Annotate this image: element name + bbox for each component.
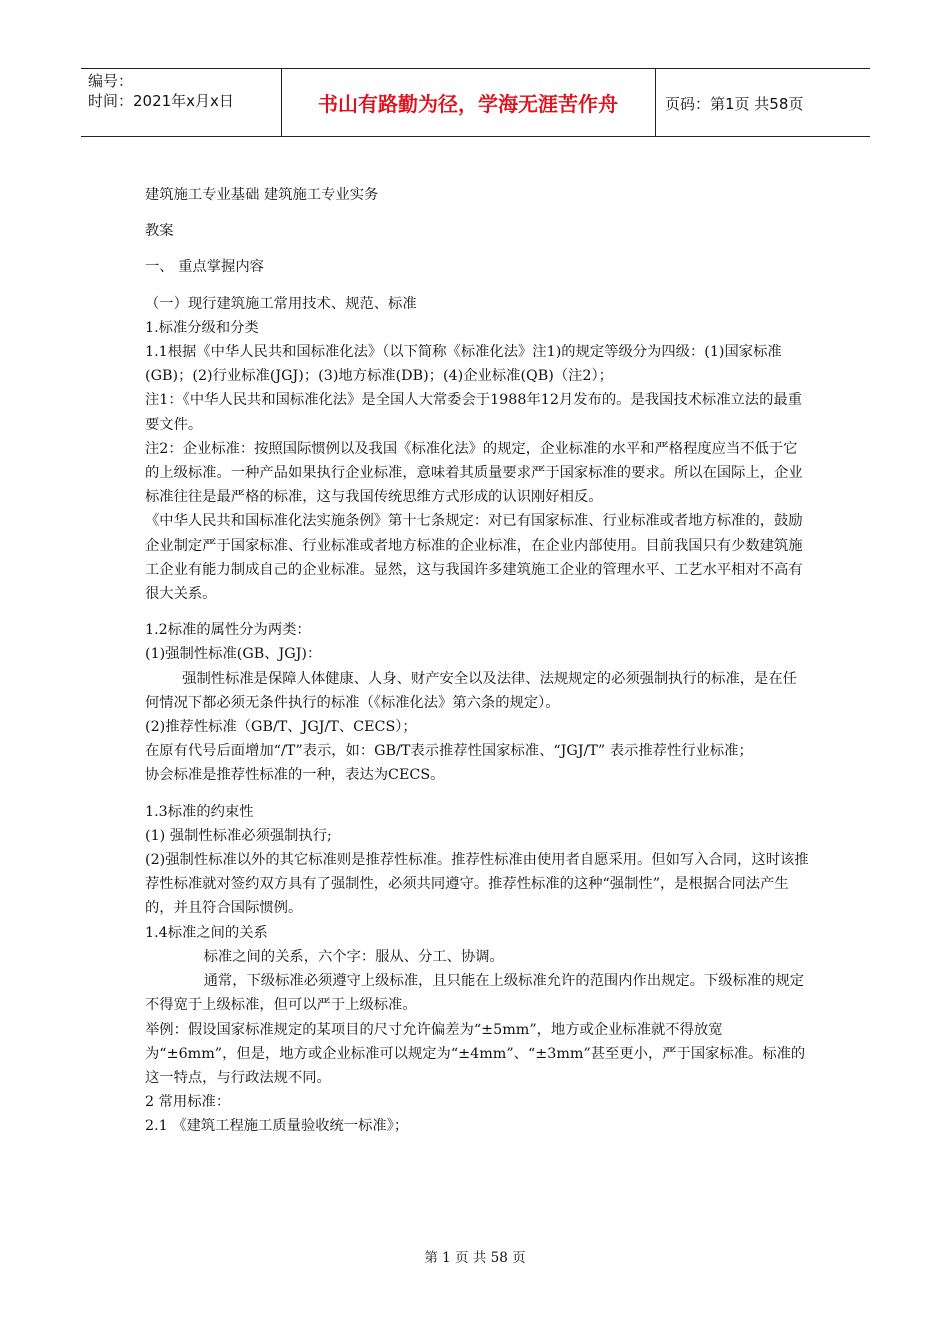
- paragraph: 注2：企业标准：按照国际惯例以及我国《标准化法》的规定，企业标准的水平和严格程度应当不低于它的上级标准。一种产品如果执行企业标准，意味着其质量要求严于国家标准的要求。所以在国际上，企业标准往往是最严格的标准，这与我国传统思维方式形成的认识刚好相反。: [145, 440, 803, 506]
- doc-type: 教案: [145, 223, 174, 240]
- paragraph: (2)推荐性标准（GB/T、JGJ/T、CECS）；: [145, 719, 417, 736]
- paragraph: 标准之间的关系，六个字：服从、分工、协调。: [203, 948, 504, 965]
- paragraph: 通常，下级标准必须遵守上级标准，且只能在上级标准允许的范围内作出规定。下级标准的规定不得宽于上级标准，但可以严于上级标准。: [145, 973, 805, 1014]
- paragraph: (2)强制性标准以外的其它标准则是推荐性标准。推荐性标准由使用者自愿采用。但如写入合同，这时该推荐性标准就对签约双方具有了强制性，必须共同遵守。推荐性标准的这种“强制性”，是根据合同法产生的，并且符合国际惯例。: [145, 852, 809, 917]
- subsection-heading: （一）现行建筑施工常用技术、规范、标准: [145, 295, 417, 312]
- paragraph: 《中华人民共和国标准化法实施条例》第十七条规定：对已有国家标准、行业标准或者地方标准的，鼓励企业制定严于国家标准、行业标准或者地方标准的企业标准，在企业内部使用。目前我国只有少数建筑施工企业有能力制成自己的企业标准。显然，这与我国许多建筑施工企业的管理水平、工艺水平相对不高有很大关系。: [145, 513, 803, 603]
- paragraph: 1.4标准之间的关系: [145, 924, 268, 941]
- header-divider-left: [281, 68, 282, 136]
- paragraph: (1)强制性标准(GB、JGJ)：: [145, 646, 322, 663]
- paragraph: (1) 强制性标准必须强制执行;: [145, 827, 332, 844]
- paragraph: 在原有代号后面增加“/T”表示，如：GB/T表示推荐性国家标准、“JGJ/T” 表示推荐性行业标准；: [145, 743, 753, 760]
- paragraph: 1.1根据《中华人民共和国标准化法》（以下简称《标准化法》注1)的规定等级分为四级：(1)国家标准(GB)；(2)行业标准(JGJ)；(3)地方标准(DB)；(4)企业标准(QB)（注2）；: [145, 344, 782, 385]
- section-heading: 一、 重点掌握内容: [145, 259, 264, 276]
- header-divider-right: [655, 68, 656, 136]
- header-top-rule: [81, 68, 870, 69]
- header-page-info: 页码：第1页 共58页: [665, 95, 804, 113]
- paragraph: 举例：假设国家标准规定的某项目的尺寸允许偏差为“±5mm”，地方或企业标准就不得放宽为“±6mm”，但是，地方或企业标准可以规定为“±4mm”、“±3mm”甚至更小，严于国家标准。标准的这一特点，与行政法规不同。: [145, 1021, 806, 1086]
- paragraph: 协会标准是推荐性标准的一种，表达为CECS。: [145, 767, 445, 784]
- document-body: [145, 183, 810, 1139]
- paragraph: 1.2标准的属性分为两类：: [145, 622, 311, 639]
- number-label: 编号：: [88, 72, 134, 90]
- paragraph: 1.标准分级和分类: [145, 319, 259, 336]
- paragraph: 2.1 《建筑工程施工质量验收统一标准》；: [145, 1118, 409, 1135]
- paragraph: 注1：《中华人民共和国标准化法》是全国人大常委会于1988年12月发布的。是我国技术标准立法的最重要文件。: [145, 392, 802, 433]
- page-footer: 第 1 页 共 58 页: [424, 1250, 526, 1266]
- header-bottom-rule: [81, 136, 870, 137]
- header-left-block: [88, 71, 234, 111]
- course-title: 建筑施工专业基础 建筑施工专业实务: [145, 187, 379, 203]
- paragraph: 1.3标准的约束性: [145, 803, 254, 820]
- paragraph: 强制性标准是保障人体健康、人身、财产安全以及法律、法规规定的必须强制执行的标准，是在任何情况下都必须无条件执行的标准（《标准化法》第六条的规定）。: [145, 670, 797, 711]
- time-label: 时间：2021年x月x日: [88, 92, 234, 110]
- paragraph: 2 常用标准：: [145, 1094, 231, 1111]
- header-motto: 书山有路勤为径，学海无涯苦作舟: [318, 92, 618, 116]
